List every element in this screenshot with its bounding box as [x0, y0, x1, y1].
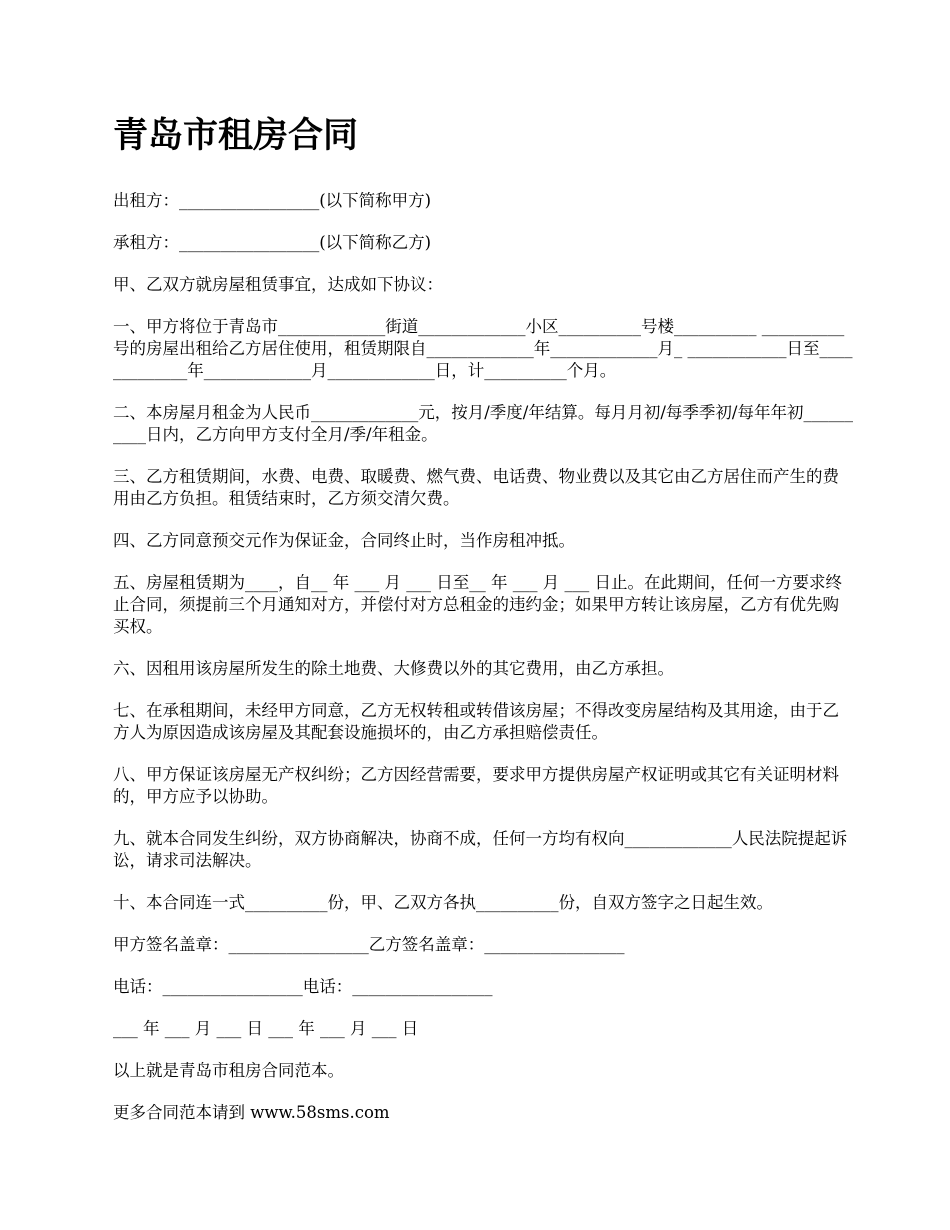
- phone-line: 电话：_________________电话：_________________: [113, 977, 493, 996]
- lessee-line: 承租方：_________________(以下简称乙方): [113, 233, 432, 252]
- clause-2: 二、本房屋月租金为人民币_____________元，按月/季度/年结算。每月月初/每季季初/每年年初__________日内，乙方向甲方支付全月/季/年租金。: [113, 403, 853, 444]
- date-line: ___ 年 ___ 月 ___ 日 ___ 年 ___ 月 ___ 日: [113, 1019, 419, 1038]
- clause-5: 五、房屋租赁期为____，自__ 年 ___ 月 ___ 日至__ 年 ___ 月 ___ 日止。在此期间，任何一方要求终止合同，须提前三个月通知对方，并偿付对方总租金的违约金；如果甲方转让该房屋，乙方有优先购买权。: [113, 573, 842, 636]
- document-title: 青岛市租房合同: [113, 116, 359, 156]
- clause-8: 八、甲方保证该房屋无产权纠纷；乙方因经营需要，要求甲方提供房屋产权证明或其它有关证明材料的，甲方应予以协助。: [113, 765, 839, 806]
- clause-10: 十、本合同连一式__________份，甲、乙双方各执__________份，自双方签字之日起生效。: [113, 893, 773, 912]
- clause-6: 六、因租用该房屋所发生的除土地费、大修费以外的其它费用，由乙方承担。: [113, 659, 674, 678]
- clause-1: 一、甲方将位于青岛市_____________街道_____________小区__________号楼__________ __________号的房屋出租给乙方居住使用，租赁期限自_____________年_____________月_ ____________日至_____________年_____________月_____________日，计__________个月。: [113, 317, 853, 380]
- clause-7: 七、在承租期间，未经甲方同意，乙方无权转租或转借该房屋；不得改变房屋结构及其用途，由于乙方人为原因造成该房屋及其配套设施损坏的，由乙方承担赔偿责任。: [113, 701, 839, 742]
- clause-9: 九、就本合同发生纠纷，双方协商解决，协商不成，任何一方均有权向_____________人民法院提起诉讼，请求司法解决。: [113, 829, 848, 870]
- clause-4: 四、乙方同意预交元作为保证金，合同终止时，当作房租冲抵。: [113, 531, 575, 550]
- signature-line: 甲方签名盖章：_________________乙方签名盖章：_________________: [113, 935, 625, 954]
- lessor-line: 出租方：_________________(以下简称甲方): [113, 191, 432, 210]
- agreement-intro: 甲、乙双方就房屋租赁事宜，达成如下协议：: [113, 275, 443, 294]
- closing-note: 以上就是青岛市租房合同范本。: [113, 1061, 344, 1080]
- contract-document: [113, 112, 853, 1144]
- source-note: 更多合同范本请到 www.58sms.com: [113, 1103, 390, 1122]
- clause-3: 三、乙方租赁期间，水费、电费、取暖费、燃气费、电话费、物业费以及其它由乙方居住而产生的费用由乙方负担。租赁结束时，乙方须交清欠费。: [113, 467, 839, 508]
